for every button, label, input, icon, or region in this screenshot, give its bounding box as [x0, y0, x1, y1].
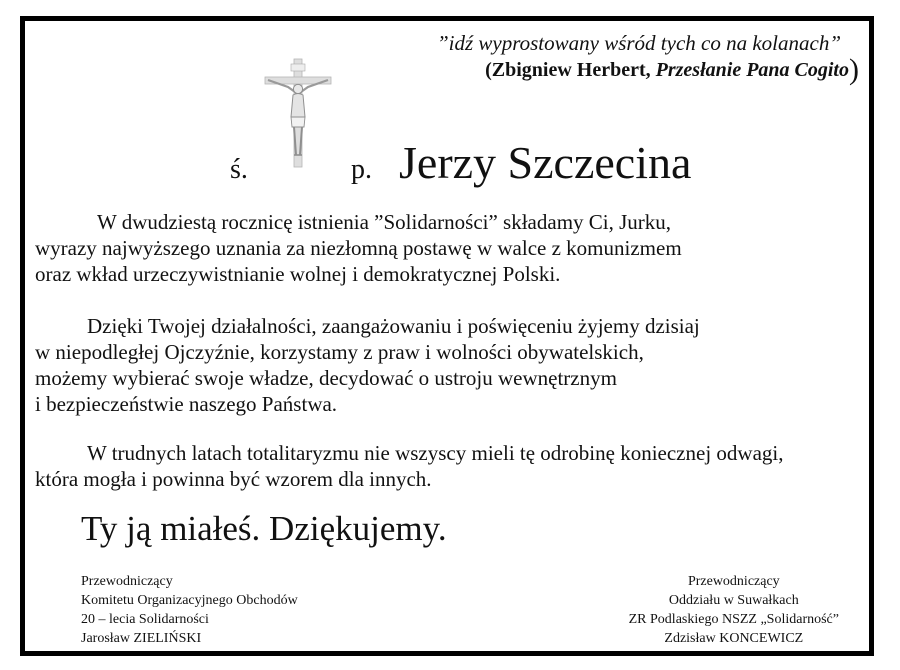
crucifix-icon	[263, 57, 333, 169]
paragraph-1	[35, 209, 682, 287]
signature-line: Komitetu Organizacyjnego Obchodów	[81, 593, 298, 608]
signature-left	[81, 572, 298, 648]
motto-quote: ”idź wyprostowany wśród tych co na kolanach”	[436, 31, 841, 55]
paragraph-line: wyrazy najwyższego uznania za niezłomną postawę w walce z komunizmem	[35, 236, 682, 260]
paragraph-2	[35, 313, 700, 417]
signature-line: Zdzisław KONCEWICZ	[664, 631, 804, 646]
signature-line: Przewodniczący	[687, 574, 780, 589]
signature-line: 20 – lecia Solidarności	[81, 612, 209, 627]
attribution-close: )	[849, 53, 859, 86]
paragraph-line: możemy wybierać swoje władze, decydować o ustroju wewnętrznym	[35, 366, 617, 390]
paragraph-line: Dzięki Twojej działalności, zaangażowaniu i poświęceniu żyjemy dzisiaj	[87, 314, 700, 338]
memorial-notice-frame	[20, 16, 874, 656]
signature-line: Przewodniczący	[81, 574, 173, 589]
heading-prefix-p: p.	[351, 154, 372, 185]
paragraph-line: W trudnych latach totalitaryzmu nie wszyscy mieli tę odrobinę koniecznej odwagi,	[87, 441, 784, 465]
paragraph-line: i bezpieczeństwie naszego Państwa.	[35, 392, 338, 416]
signature-line: Oddziału w Suwałkach	[668, 593, 799, 608]
deceased-name: Jerzy Szczecina	[399, 137, 692, 188]
paragraph-3	[35, 440, 783, 492]
signature-line: ZR Podlaskiego NSZZ „Solidarność”	[628, 612, 839, 627]
attribution-title: Przesłanie Pana Cogito	[655, 59, 849, 81]
motto-attribution	[485, 53, 859, 86]
signature-right	[629, 572, 839, 648]
signature-line: Jarosław ZIELIŃSKI	[81, 631, 202, 646]
attribution-open: (Zbigniew Herbert,	[485, 59, 656, 81]
paragraph-line: W dwudziestą rocznicę istnienia ”Solidarności” składamy Ci, Jurku,	[97, 210, 672, 234]
paragraph-line: w niepodległej Ojczyźnie, korzystamy z praw i wolności obywatelskich,	[35, 340, 644, 364]
closing-thanks: Ty ją miałeś. Dziękujemy.	[81, 509, 447, 548]
heading-prefix-s: ś.	[230, 154, 248, 185]
paragraph-line: oraz wkład urzeczywistnianie wolnej i demokratycznej Polski.	[35, 262, 561, 286]
paragraph-line: która mogła i powinna być wzorem dla innych.	[35, 467, 432, 491]
